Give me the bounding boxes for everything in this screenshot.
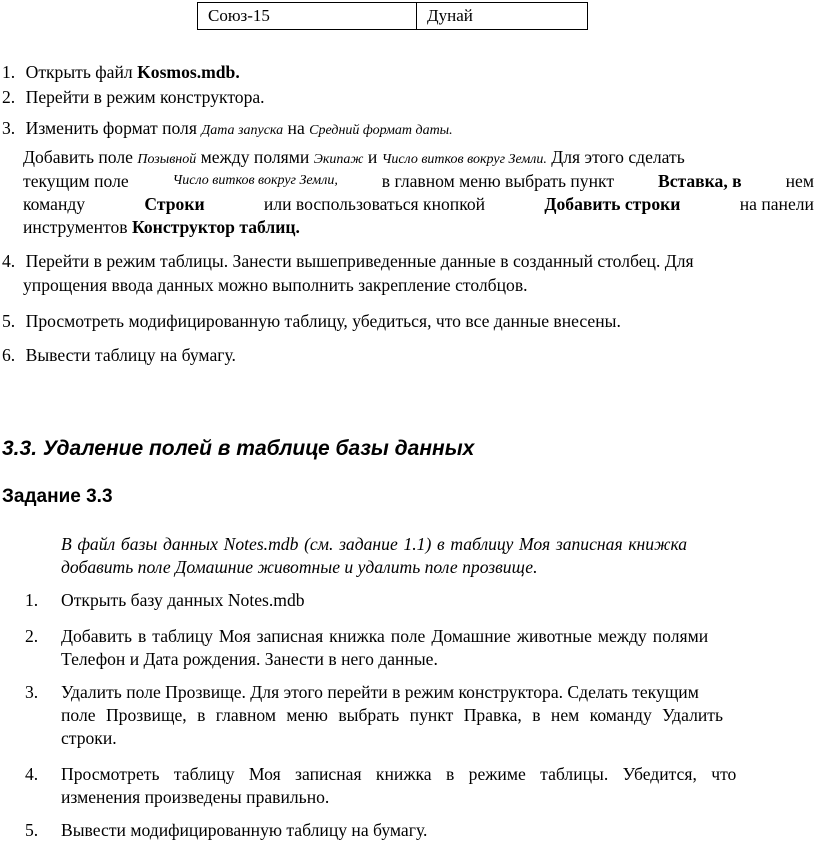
paragraph-line: команду Строки или воспользоваться кнопкой Добавить строки на панели: [23, 194, 814, 214]
list-text: на: [283, 118, 310, 138]
list-number: 2.: [25, 626, 39, 646]
list-number: 1.: [2, 62, 16, 82]
list-item: [25, 681, 38, 703]
list-text: поле Прозвище, в главном меню выбрать пункт Правка, в нем команду Удалить: [61, 705, 723, 725]
list-text: Вывести таблицу на бумагу.: [25, 345, 236, 365]
list-text: Телефон и Дата рождения. Занести в него данные.: [61, 649, 438, 669]
list-item: [2, 250, 694, 272]
list-number: 6.: [2, 345, 16, 365]
paragraph-line: инструментов Конструктор таблиц.: [23, 217, 300, 237]
list-text: Просмотреть модифицированную таблицу, убедиться, что все данные внесены.: [25, 311, 621, 331]
list-text: Изменить формат поля: [25, 118, 202, 138]
table-row: [198, 3, 588, 30]
task-heading: Задание 3.3: [2, 486, 113, 507]
field-name: Дата запуска: [201, 123, 284, 138]
list-item: [2, 344, 236, 366]
section-heading: 3.3. Удаление полей в таблице базы данных: [2, 437, 475, 460]
table-cell: Дунай: [417, 3, 588, 30]
list-item-continuation: упрощения ввода данных можно выполнить закрепление столбцов.: [23, 275, 528, 295]
data-table: [197, 2, 588, 30]
list-text: Добавить в таблицу Моя записная книжка поле Домашние животные между полями: [61, 626, 709, 646]
list-number: 2.: [2, 87, 16, 107]
list-item: [25, 625, 38, 647]
list-text: Удалить поле Прозвище. Для этого перейти в режим конструктора. Сделать текущим: [61, 682, 699, 702]
list-number: 5.: [2, 311, 16, 331]
format-name: Средний формат даты.: [309, 123, 453, 138]
list-number: 5.: [25, 820, 39, 840]
list-item: [25, 763, 38, 785]
list-text: Вывести модифицированную таблицу на бумагу.: [61, 820, 428, 840]
list-item: [2, 117, 453, 142]
list-item: [2, 86, 265, 108]
list-number: 3.: [2, 118, 16, 138]
list-text: Просмотреть таблицу Моя записная книжка в режиме таблицы. Убедится, что: [61, 764, 737, 784]
list-text: Перейти в режим конструктора.: [25, 87, 265, 107]
paragraph-line: Добавить поле Позывной между полями Экипаж и Число витков вокруг Земли. Для этого сделать: [23, 147, 685, 167]
list-text: изменения произведены правильно.: [61, 787, 330, 807]
list-text: Открыть файл: [25, 62, 138, 82]
table-cell: Союз-15: [198, 3, 417, 30]
list-text: строки.: [61, 728, 117, 748]
task-intro-line: добавить поле Домашние животные и удалить поле прозвище.: [61, 557, 538, 577]
file-name: Kosmos.mdb.: [137, 62, 240, 82]
list-text: Перейти в режим таблицы. Занести вышеприведенные данные в созданный столбец. Для: [25, 251, 694, 271]
list-item: [2, 61, 240, 83]
list-number: 1.: [25, 590, 39, 610]
list-number: 4.: [2, 251, 16, 271]
task-intro-line: В файл базы данных Notes.mdb (см. задание 1.1) в таблицу Моя записная книжка: [61, 534, 688, 554]
list-item: [2, 310, 621, 332]
list-item: [25, 819, 38, 841]
list-number: 3.: [25, 682, 39, 702]
list-item: [25, 589, 305, 611]
list-number: 4.: [25, 764, 39, 784]
list-text: Открыть базу данных Notes.mdb: [61, 590, 305, 610]
paragraph-line: текущим поле Число витков вокруг Земли, в главном меню выбрать пункт Вставка, в нем: [23, 171, 814, 191]
